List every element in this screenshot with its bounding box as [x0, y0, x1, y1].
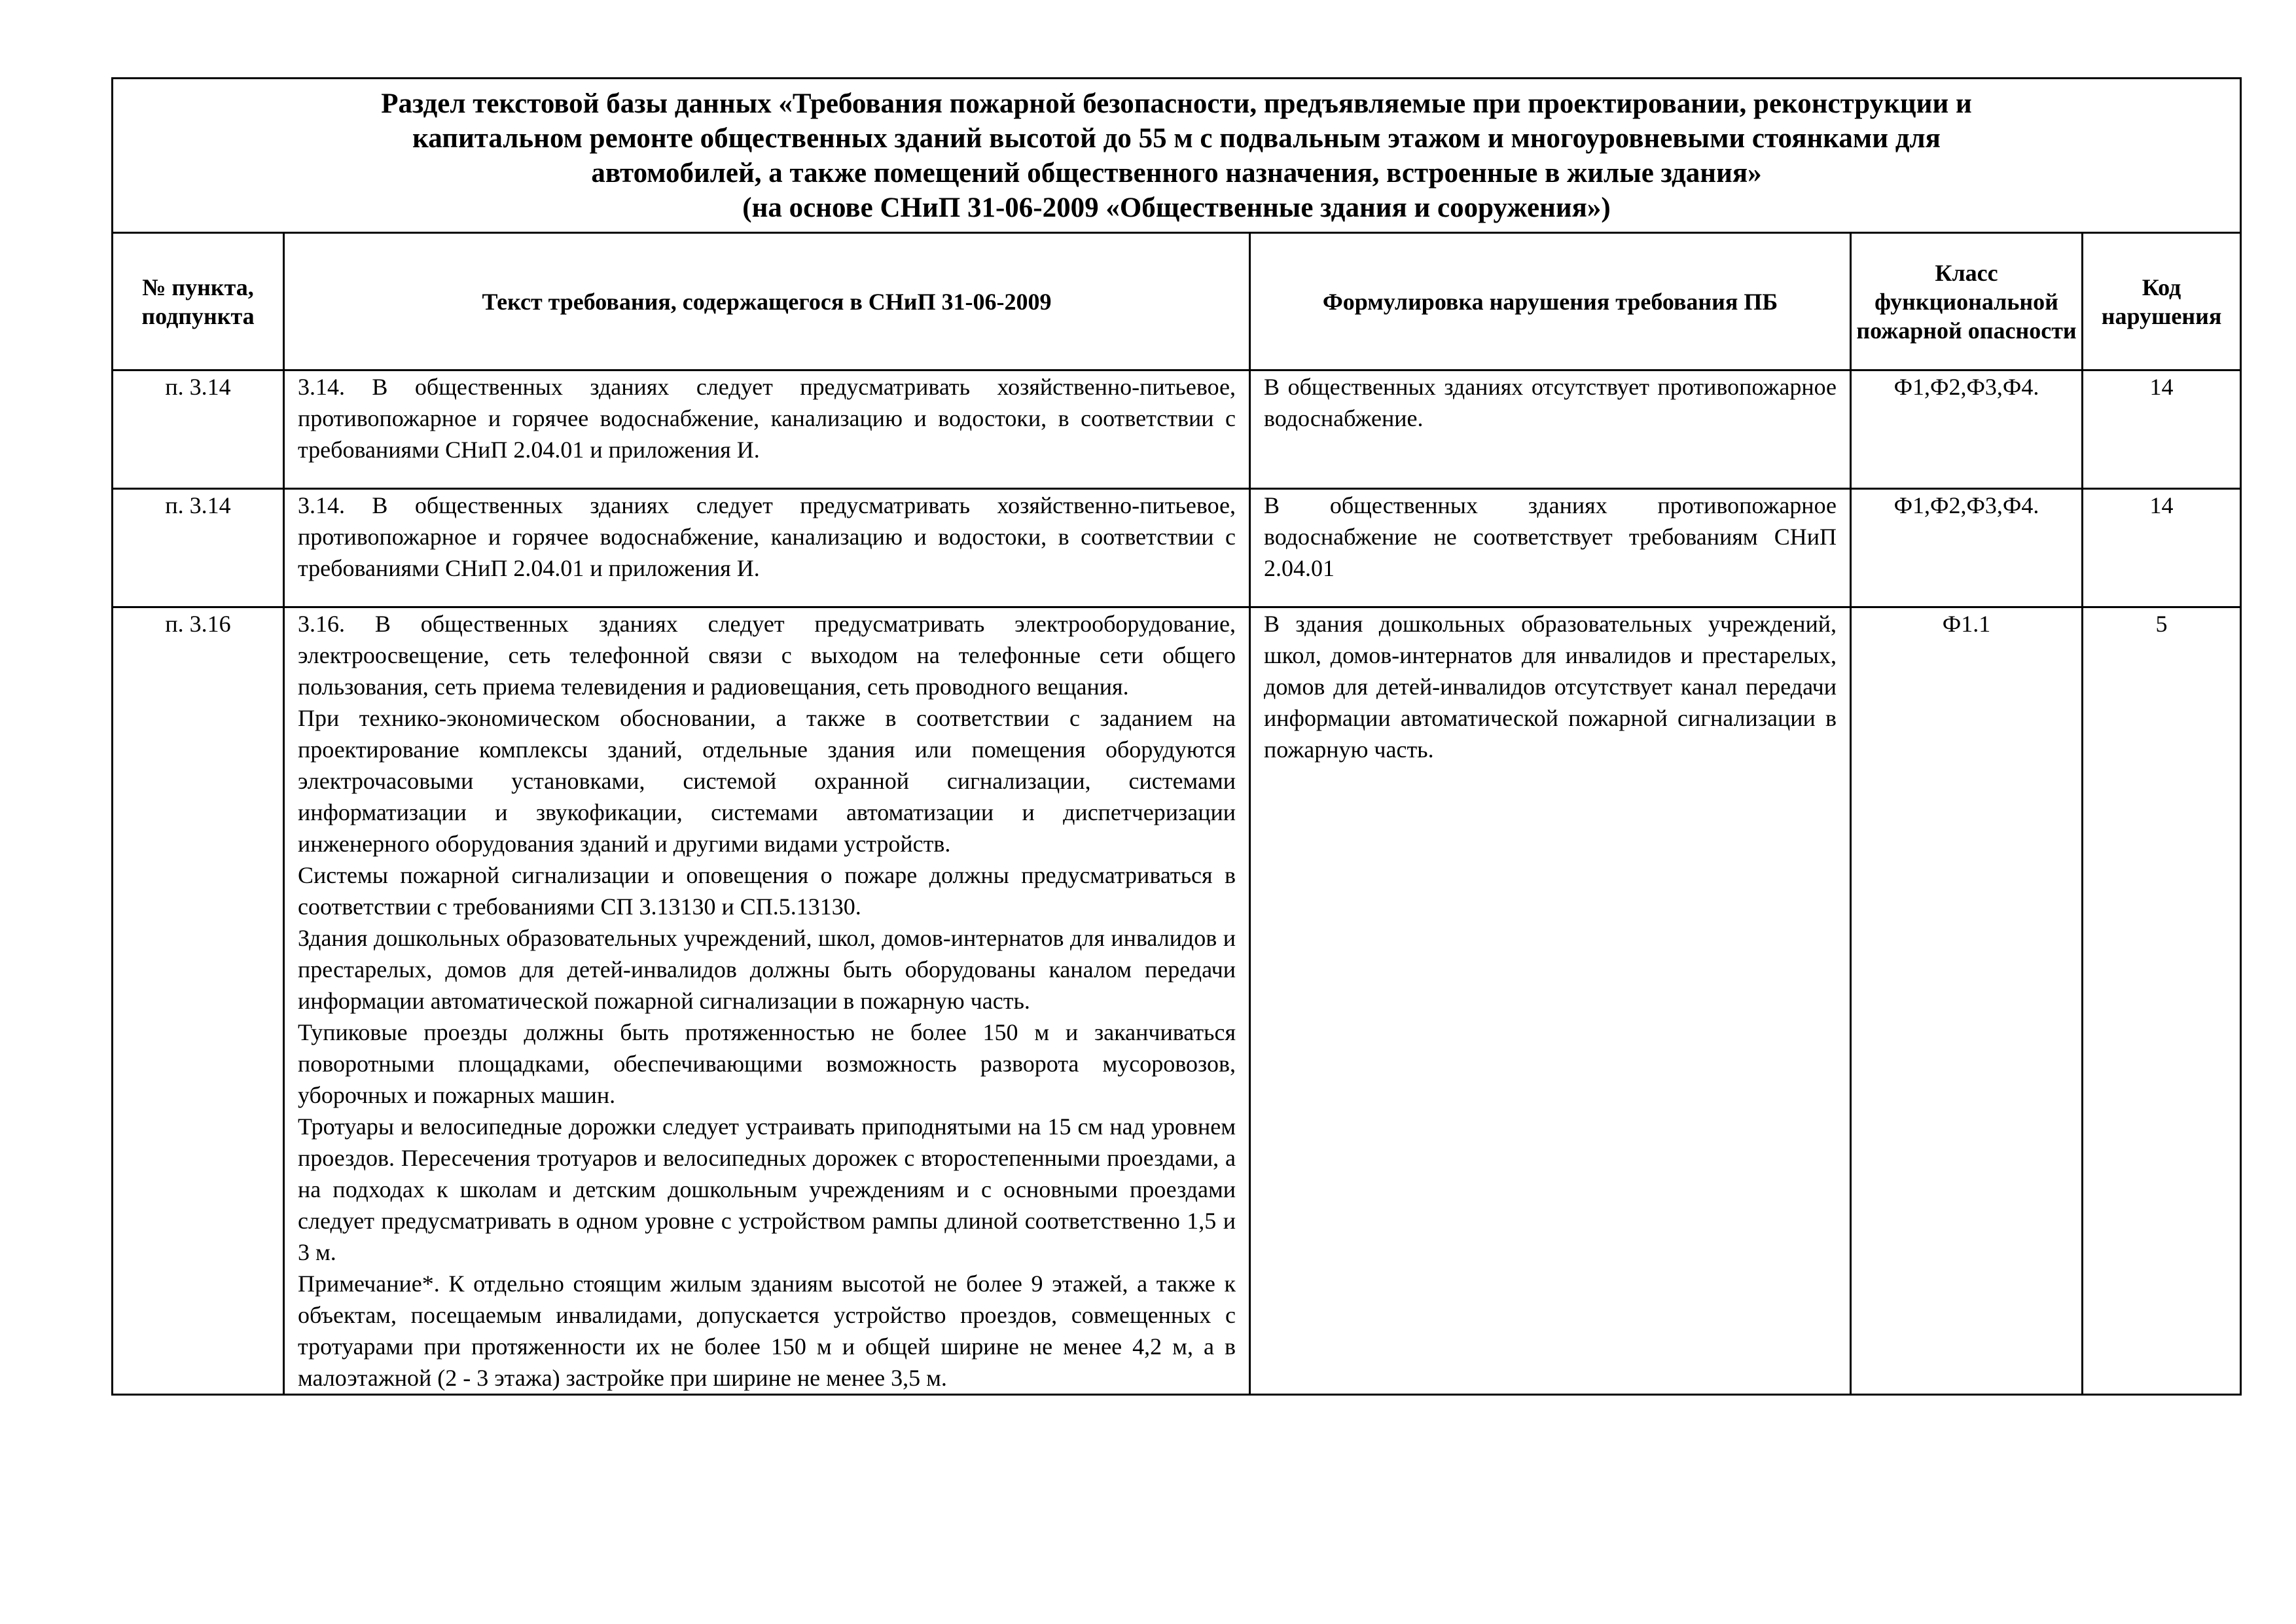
requirements-table	[111, 77, 2242, 1396]
requirement-paragraph: Тротуары и велосипедные дорожки следует устраивать приподнятыми на 15 см над уровнем проездов. Пересечения тротуаров и велосипедных дорожек с второстепенными проездами, а на подходах к школам и детским дошкольным учреждениям и с основными проездами следует предусматривать в одном уровне с устройством рампы длиной соответственно 1,5 и 3 м.	[298, 1113, 1236, 1265]
title-line-1: Раздел текстовой базы данных «Требования пожарной безопасности, предъявляемые при проектировании, реконструкции и	[381, 88, 1972, 119]
violation-code-cell: 14	[2083, 489, 2241, 607]
fire-class-cell: Ф1.1	[1851, 607, 2083, 1395]
fire-class-cell: Ф1,Ф2,Ф3,Ф4.	[1851, 489, 2083, 607]
clause-cell: п. 3.14	[113, 489, 284, 607]
violation-cell: В общественных зданиях противопожарное водоснабжение не соответствует требованиям СНиП 2.04.01	[1250, 489, 1851, 607]
header-fire-class: Класс функциональной пожарной опасности	[1851, 233, 2083, 370]
table-row	[113, 370, 2241, 489]
violation-code-cell: 14	[2083, 370, 2241, 489]
requirement-paragraph: При технико-экономическом обосновании, а также в соответствии с заданием на проектирование комплексы зданий, отдельные здания или помещения оборудуются электрочасовыми установками, системой охранной сигнализации, системами информатизации и звукофикации, системами автоматизации и диспетчеризации инженерного оборудования зданий и другими видами устройств.	[298, 705, 1236, 857]
header-clause: № пункта, подпункта	[113, 233, 284, 370]
requirement-cell	[284, 607, 1250, 1395]
header-violation-code: Код нарушения	[2083, 233, 2241, 370]
requirement-cell: 3.14. В общественных зданиях следует предусматривать хозяйственно-питьевое, противопожарное и горячее водоснабжение, канализацию и водостоки, в соответствии с требованиями СНиП 2.04.01 и приложения И.	[284, 489, 1250, 607]
violation-cell: В общественных зданиях отсутствует противопожарное водоснабжение.	[1250, 370, 1851, 489]
fire-class-cell: Ф1,Ф2,Ф3,Ф4.	[1851, 370, 2083, 489]
table-row	[113, 607, 2241, 1395]
document-title	[113, 79, 2241, 233]
header-requirement-text: Текст требования, содержащегося в СНиП 31-06-2009	[284, 233, 1250, 370]
header-violation: Формулировка нарушения требования ПБ	[1250, 233, 1851, 370]
table-row	[113, 489, 2241, 607]
requirement-paragraph: Здания дошкольных образовательных учреждений, школ, домов-интернатов для инвалидов и престарелых, домов для детей-инвалидов должны быть оборудованы каналом передачи информации автоматической пожарной сигнализации в пожарную часть.	[298, 925, 1236, 1014]
header-row	[113, 233, 2241, 370]
requirement-paragraph: 3.16. В общественных зданиях следует предусматривать электрооборудование, электроосвещение, сеть телефонной связи с выходом на телефонные сети общего пользования, сеть приема телевидения и радиовещания, сеть проводного вещания.	[298, 611, 1236, 700]
title-line-2: капитальном ремонте общественных зданий высотой до 55 м с подвальным этажом и многоуровневыми стоянками для	[412, 122, 1941, 154]
requirement-paragraph: Тупиковые проезды должны быть протяженностью не более 150 м и заканчиваться поворотными площадками, обеспечивающими возможность разворота мусоровозов, уборочных и пожарных машин.	[298, 1019, 1236, 1108]
requirement-paragraph: Примечание*. К отдельно стоящим жилым зданиям высотой не более 9 этажей, а также к объектам, посещаемым инвалидами, допускается устройство проездов, совмещенных с тротуарами при протяженности их не более 150 м и общей ширине не менее 4,2 м, а в малоэтажной (2 - 3 этажа) застройке при ширине не менее 3,5 м.	[298, 1271, 1236, 1391]
title-line-4: (на основе СНиП 31-06-2009 «Общественные здания и сооружения»)	[742, 192, 1611, 223]
violation-cell: В здания дошкольных образовательных учреждений, школ, домов-интернатов для инвалидов и престарелых, домов для детей-инвалидов отсутствует канал передачи информации автоматической пожарной сигнализации в пожарную часть.	[1250, 607, 1851, 1395]
title-row	[113, 79, 2241, 233]
title-line-3: автомобилей, а также помещений общественного назначения, встроенные в жилые здания»	[591, 157, 1762, 189]
violation-code-cell: 5	[2083, 607, 2241, 1395]
clause-cell: п. 3.16	[113, 607, 284, 1395]
clause-cell: п. 3.14	[113, 370, 284, 489]
requirement-paragraph: Системы пожарной сигнализации и оповещения о пожаре должны предусматриваться в соответствии с требованиями СП 3.13130 и СП.5.13130.	[298, 862, 1236, 920]
requirement-cell: 3.14. В общественных зданиях следует предусматривать хозяйственно-питьевое, противопожарное и горячее водоснабжение, канализацию и водостоки, в соответствии с требованиями СНиП 2.04.01 и приложения И.	[284, 370, 1250, 489]
